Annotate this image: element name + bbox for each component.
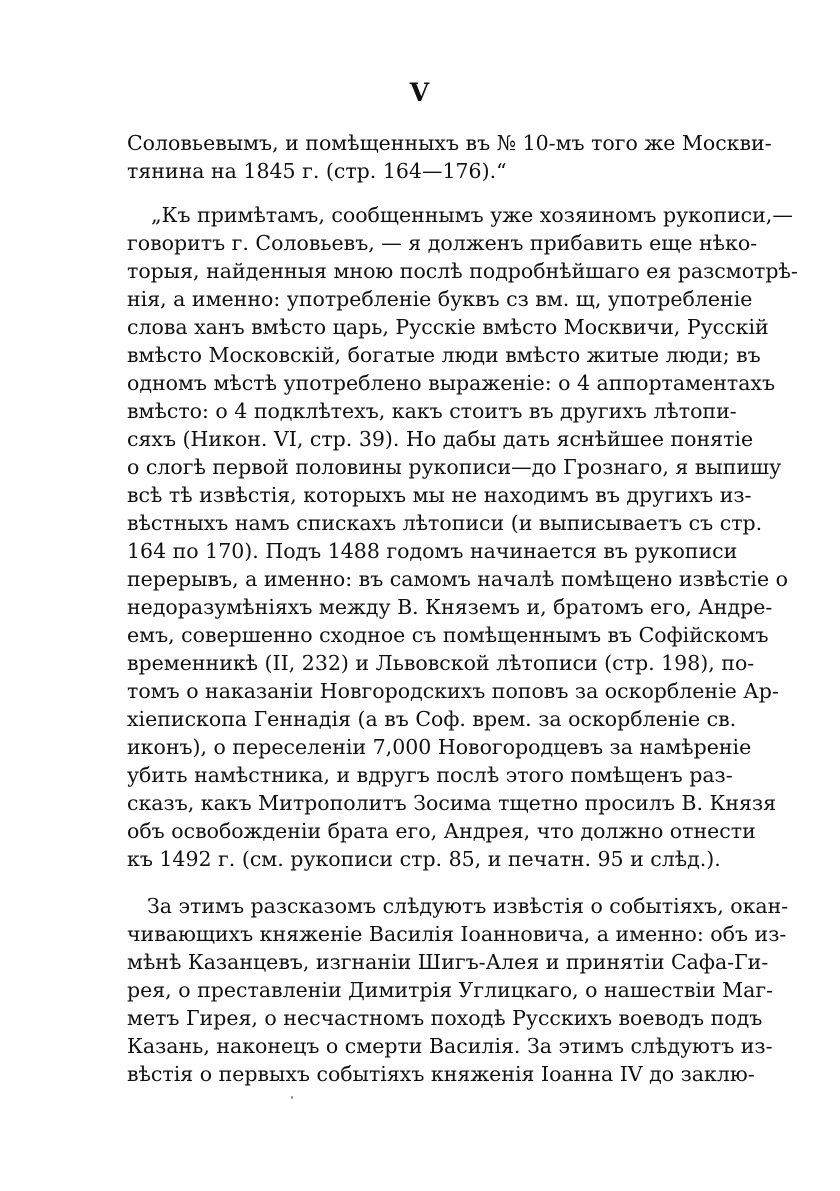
text-line: вмѣсто Московскій, богатые люди вмѣсто житые люди; въ bbox=[127, 343, 761, 367]
text-line: сказъ, какъ Митрополитъ Зосима тщетно просилъ В. Князя bbox=[127, 791, 777, 815]
text-line: объ освобожденіи брата его, Андрея, что должно отнести bbox=[127, 819, 756, 843]
text-line: Казань, наконецъ о смерти Василія. За этимъ слѣдуютъ из- bbox=[127, 1034, 773, 1058]
text-line: иконъ), о переселеніи 7,000 Новогородцевъ за намѣреніе bbox=[127, 735, 752, 759]
page-number: V bbox=[409, 78, 431, 107]
text-line: перерывъ, а именно: въ самомъ началѣ помѣщено извѣстіе о bbox=[127, 567, 788, 591]
text-line: „Къ примѣтамъ, сообщеннымъ уже хозяиномъ рукописи,— bbox=[151, 203, 793, 227]
text-line: емъ, совершенно сходное съ помѣщеннымъ въ Софійскомъ bbox=[127, 623, 769, 647]
text-line: о слогѣ первой половины рукописи—до Грознаго, я выпишу bbox=[127, 455, 782, 479]
text-line: недоразумѣніяхъ между В. Княземъ и, братомъ его, Андре- bbox=[127, 595, 773, 619]
text-line: временникѣ (II, 232) и Львовской лѣтописи (стр. 198), по- bbox=[127, 651, 755, 675]
text-line: торыя, найденныя мною послѣ подробнѣйшаго ея разсмотрѣ- bbox=[127, 259, 798, 283]
text-line: говоритъ г. Соловьевъ, — я долженъ прибавить еще нѣко- bbox=[127, 231, 758, 255]
text-line: Соловьевымъ, и помѣщенныхъ въ № 10-мъ того же Москви- bbox=[127, 131, 772, 155]
text-line: вмѣсто: о 4 подклѣтехъ, какъ стоитъ въ другихъ лѣтопи- bbox=[127, 399, 737, 423]
text-line: рея, о преставленіи Димитрія Углицкаго, о нашествіи Маг- bbox=[127, 978, 774, 1002]
text-line: вѣстныхъ намъ спискахъ лѣтописи (и выписываетъ съ стр. bbox=[127, 511, 763, 535]
text-line: всѣ тѣ извѣстія, которыхъ мы не находимъ въ другихъ из- bbox=[127, 483, 752, 507]
paper-speck bbox=[291, 1096, 293, 1099]
text-line: къ 1492 г. (см. рукописи стр. 85, и печатн. 95 и слѣд.). bbox=[127, 847, 721, 871]
text-line: хіепископа Геннадія (а въ Соф. врем. за оскорбленіе св. bbox=[127, 707, 737, 731]
text-line: сяхъ (Никон. VI, стр. 39). Но дабы дать яснѣйшее понятіе bbox=[127, 427, 754, 451]
text-line: убить намѣстника, и вдругъ послѣ этого помѣщенъ раз- bbox=[127, 763, 733, 787]
text-line: нія, а именно: употребленіе буквъ сз вм. щ, употребленіе bbox=[127, 287, 753, 311]
text-line: 164 по 170). Подъ 1488 годомъ начинается въ рукописи bbox=[127, 539, 738, 563]
text-line: одномъ мѣстѣ употреблено выраженіе: о 4 аппортаментахъ bbox=[127, 371, 776, 395]
text-line: томъ о наказаніи Новгородскихъ поповъ за оскорбленіе Ар- bbox=[127, 679, 779, 703]
text-line: мѣнѣ Казанцевъ, изгнаніи Шигъ-Алея и принятіи Сафа-Ги- bbox=[127, 950, 769, 974]
text-line: метъ Гирея, о несчастномъ походѣ Русскихъ воеводъ подъ bbox=[127, 1006, 763, 1030]
text-line: слова ханъ вмѣсто царь, Русскіе вмѣсто Москвичи, Русскій bbox=[127, 315, 769, 339]
text-line: вѣстія о первыхъ событіяхъ княженія Іоанна IV до заклю- bbox=[127, 1062, 755, 1086]
text-line: чивающихъ княженіе Василія Іоанновича, а именно: объ из- bbox=[127, 922, 787, 946]
text-line: За этимъ разсказомъ слѣдуютъ извѣстія о событіяхъ, окан- bbox=[147, 894, 789, 918]
text-line: тянина на 1845 г. (стр. 164—176).“ bbox=[127, 159, 507, 183]
